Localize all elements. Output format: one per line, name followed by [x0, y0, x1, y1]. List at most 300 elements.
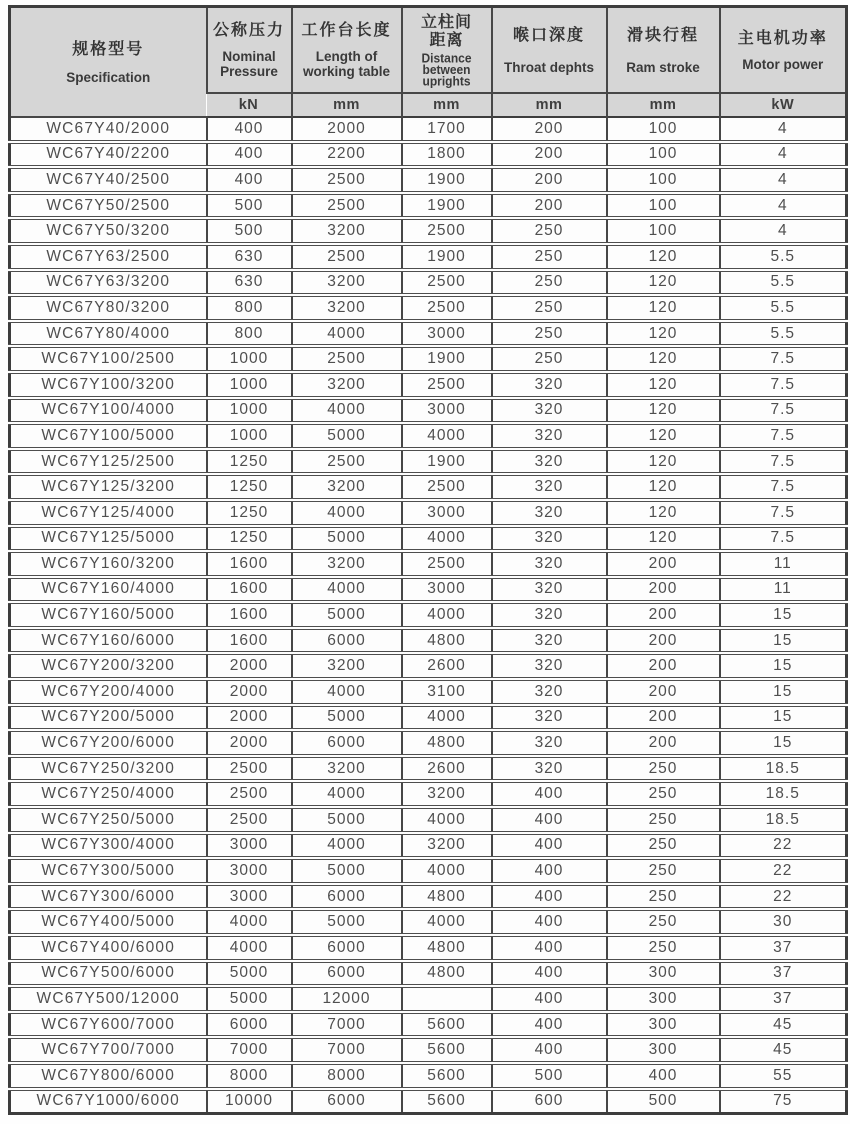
spec-model-cell: WC67Y40/2500 — [10, 167, 207, 193]
col-header-nominal-pressure-zh: 公称压力 — [212, 22, 285, 39]
value-cell: 120 — [607, 449, 720, 475]
spec-model-cell: WC67Y100/4000 — [10, 398, 207, 424]
value-cell: 15 — [720, 653, 847, 679]
value-cell: 1250 — [207, 449, 292, 475]
value-cell: 320 — [492, 679, 607, 705]
value-cell: 18.5 — [720, 756, 847, 782]
value-cell: 500 — [607, 1089, 720, 1114]
table-row — [10, 295, 847, 321]
value-cell: 400 — [492, 858, 607, 884]
spec-model-cell: WC67Y40/2200 — [10, 142, 207, 168]
value-cell: 5.5 — [720, 321, 847, 347]
value-cell: 200 — [607, 653, 720, 679]
value-cell: 2500 — [292, 167, 402, 193]
value-cell: 3200 — [292, 551, 402, 577]
spec-model-cell: WC67Y80/3200 — [10, 295, 207, 321]
value-cell: 1000 — [207, 346, 292, 372]
table-row — [10, 807, 847, 833]
value-cell: 22 — [720, 884, 847, 910]
value-cell: 400 — [492, 781, 607, 807]
value-cell: 6000 — [292, 1089, 402, 1114]
value-cell: 200 — [607, 551, 720, 577]
table-row — [10, 218, 847, 244]
unit-cell-motor-power: kW — [720, 93, 847, 117]
value-cell: 250 — [492, 270, 607, 296]
value-cell: 37 — [720, 935, 847, 961]
value-cell: 5000 — [207, 961, 292, 987]
spec-model-cell: WC67Y125/3200 — [10, 474, 207, 500]
value-cell: 200 — [607, 679, 720, 705]
value-cell: 400 — [492, 1012, 607, 1038]
value-cell: 320 — [492, 500, 607, 526]
spec-model-cell: WC67Y125/5000 — [10, 526, 207, 552]
value-cell: 7000 — [292, 1037, 402, 1063]
value-cell: 6000 — [292, 884, 402, 910]
value-cell: 300 — [607, 1037, 720, 1063]
value-cell: 120 — [607, 321, 720, 347]
value-cell: 8000 — [207, 1063, 292, 1089]
value-cell: 3200 — [292, 653, 402, 679]
table-row — [10, 1063, 847, 1089]
value-cell: 4800 — [402, 961, 492, 987]
value-cell: 5.5 — [720, 270, 847, 296]
value-cell: 600 — [492, 1089, 607, 1114]
value-cell: 250 — [607, 807, 720, 833]
col-header-distance-uprights — [402, 7, 492, 94]
table-row — [10, 858, 847, 884]
table-row — [10, 730, 847, 756]
value-cell: 2500 — [402, 270, 492, 296]
table-row — [10, 193, 847, 219]
value-cell: 320 — [492, 628, 607, 654]
spec-model-cell: WC67Y160/4000 — [10, 577, 207, 603]
spec-model-cell: WC67Y500/6000 — [10, 961, 207, 987]
table-row — [10, 551, 847, 577]
unit-cell-nominal-pressure: kN — [207, 93, 292, 117]
table-row — [10, 653, 847, 679]
table-row — [10, 526, 847, 552]
value-cell: 100 — [607, 193, 720, 219]
value-cell: 500 — [492, 1063, 607, 1089]
value-cell: 15 — [720, 730, 847, 756]
value-cell: 400 — [207, 117, 292, 142]
spec-model-cell: WC67Y800/6000 — [10, 1063, 207, 1089]
value-cell: 100 — [607, 167, 720, 193]
value-cell: 7.5 — [720, 526, 847, 552]
col-header-distance-uprights-en: Distance between uprights — [421, 50, 472, 89]
value-cell: 45 — [720, 1012, 847, 1038]
value-cell: 4000 — [402, 705, 492, 731]
value-cell: 5000 — [292, 807, 402, 833]
value-cell: 4000 — [292, 577, 402, 603]
spec-model-cell: WC67Y300/6000 — [10, 884, 207, 910]
value-cell: 3000 — [207, 884, 292, 910]
value-cell: 15 — [720, 705, 847, 731]
spec-table-body — [10, 117, 847, 1114]
value-cell: 22 — [720, 858, 847, 884]
value-cell: 400 — [607, 1063, 720, 1089]
value-cell: 4000 — [402, 807, 492, 833]
value-cell: 500 — [207, 218, 292, 244]
col-header-nominal-pressure — [207, 7, 292, 94]
value-cell: 4000 — [402, 602, 492, 628]
value-cell: 4800 — [402, 730, 492, 756]
value-cell: 2000 — [292, 117, 402, 142]
value-cell: 1600 — [207, 628, 292, 654]
spec-model-cell: WC67Y125/4000 — [10, 500, 207, 526]
spec-model-cell: WC67Y200/3200 — [10, 653, 207, 679]
value-cell: 2500 — [402, 474, 492, 500]
value-cell: 15 — [720, 679, 847, 705]
col-header-distance-uprights-zh-line2: 距离 — [429, 31, 464, 49]
value-cell: 4000 — [292, 833, 402, 859]
col-header-table-length-en: Length of working table — [302, 49, 390, 79]
value-cell: 200 — [492, 167, 607, 193]
value-cell: 11 — [720, 551, 847, 577]
value-cell: 2000 — [207, 679, 292, 705]
col-header-specification-zh: 规格型号 — [72, 40, 145, 58]
value-cell: 15 — [720, 602, 847, 628]
spec-model-cell: WC67Y63/3200 — [10, 270, 207, 296]
value-cell: 6000 — [292, 730, 402, 756]
value-cell: 3200 — [292, 756, 402, 782]
value-cell: 3200 — [292, 474, 402, 500]
value-cell: 22 — [720, 833, 847, 859]
value-cell: 100 — [607, 142, 720, 168]
unit-cell-ram-stroke: mm — [607, 93, 720, 117]
value-cell: 10000 — [207, 1089, 292, 1114]
col-header-specification-en: Specification — [66, 69, 151, 85]
value-cell: 320 — [492, 449, 607, 475]
value-cell: 18.5 — [720, 781, 847, 807]
value-cell: 400 — [492, 935, 607, 961]
value-cell: 320 — [492, 602, 607, 628]
value-cell: 200 — [607, 577, 720, 603]
value-cell: 320 — [492, 653, 607, 679]
value-cell: 2500 — [292, 193, 402, 219]
value-cell: 5000 — [292, 909, 402, 935]
table-row — [10, 117, 847, 142]
value-cell: 800 — [207, 295, 292, 321]
table-row — [10, 628, 847, 654]
value-cell: 2500 — [402, 295, 492, 321]
col-header-throat-depth — [492, 7, 607, 94]
unit-cell-distance-uprights: mm — [402, 93, 492, 117]
value-cell: 630 — [207, 270, 292, 296]
value-cell: 100 — [607, 218, 720, 244]
value-cell: 2000 — [207, 730, 292, 756]
value-cell: 250 — [492, 346, 607, 372]
value-cell: 1600 — [207, 577, 292, 603]
table-row — [10, 986, 847, 1012]
value-cell: 200 — [492, 142, 607, 168]
value-cell: 7.5 — [720, 423, 847, 449]
value-cell: 120 — [607, 372, 720, 398]
value-cell: 4000 — [292, 398, 402, 424]
table-row — [10, 705, 847, 731]
value-cell: 120 — [607, 423, 720, 449]
unit-cell-throat-depth: mm — [492, 93, 607, 117]
value-cell: 11 — [720, 577, 847, 603]
value-cell: 250 — [607, 756, 720, 782]
value-cell: 120 — [607, 474, 720, 500]
value-cell: 8000 — [292, 1063, 402, 1089]
value-cell: 5.5 — [720, 295, 847, 321]
value-cell: 320 — [492, 372, 607, 398]
spec-model-cell: WC67Y100/3200 — [10, 372, 207, 398]
value-cell: 4000 — [292, 321, 402, 347]
value-cell: 3200 — [402, 781, 492, 807]
value-cell: 800 — [207, 321, 292, 347]
value-cell: 1600 — [207, 602, 292, 628]
value-cell: 4 — [720, 117, 847, 142]
value-cell: 400 — [492, 807, 607, 833]
value-cell: 7.5 — [720, 346, 847, 372]
value-cell: 4800 — [402, 628, 492, 654]
value-cell: 7.5 — [720, 449, 847, 475]
value-cell: 3200 — [292, 372, 402, 398]
value-cell: 1250 — [207, 500, 292, 526]
value-cell: 18.5 — [720, 807, 847, 833]
value-cell: 6000 — [207, 1012, 292, 1038]
table-row — [10, 474, 847, 500]
table-row — [10, 449, 847, 475]
table-row — [10, 1089, 847, 1114]
value-cell: 6000 — [292, 961, 402, 987]
value-cell: 200 — [492, 117, 607, 142]
value-cell: 3200 — [292, 218, 402, 244]
value-cell: 300 — [607, 986, 720, 1012]
spec-model-cell: WC67Y250/3200 — [10, 756, 207, 782]
value-cell: 1000 — [207, 372, 292, 398]
value-cell: 4 — [720, 167, 847, 193]
spec-model-cell: WC67Y63/2500 — [10, 244, 207, 270]
value-cell: 400 — [492, 961, 607, 987]
value-cell: 250 — [607, 833, 720, 859]
value-cell: 500 — [207, 193, 292, 219]
value-cell: 5.5 — [720, 244, 847, 270]
table-row — [10, 781, 847, 807]
value-cell: 300 — [607, 1012, 720, 1038]
value-cell: 120 — [607, 295, 720, 321]
value-cell: 37 — [720, 961, 847, 987]
value-cell: 1600 — [207, 551, 292, 577]
value-cell: 5000 — [292, 526, 402, 552]
col-header-table-length-zh: 工作台长度 — [301, 22, 392, 39]
table-row — [10, 1037, 847, 1063]
specification-table — [8, 5, 848, 1115]
spec-model-cell: WC67Y700/7000 — [10, 1037, 207, 1063]
value-cell: 3100 — [402, 679, 492, 705]
value-cell: 250 — [607, 858, 720, 884]
value-cell: 2500 — [402, 551, 492, 577]
value-cell: 320 — [492, 756, 607, 782]
table-row — [10, 961, 847, 987]
spec-model-cell: WC67Y160/3200 — [10, 551, 207, 577]
table-row — [10, 756, 847, 782]
table-row — [10, 833, 847, 859]
value-cell: 5600 — [402, 1012, 492, 1038]
value-cell: 300 — [607, 961, 720, 987]
value-cell: 400 — [207, 167, 292, 193]
table-row — [10, 1012, 847, 1038]
value-cell: 200 — [492, 193, 607, 219]
value-cell: 320 — [492, 577, 607, 603]
value-cell: 2500 — [207, 807, 292, 833]
value-cell: 320 — [492, 423, 607, 449]
value-cell: 2500 — [292, 346, 402, 372]
table-row — [10, 577, 847, 603]
value-cell: 1250 — [207, 474, 292, 500]
value-cell: 4 — [720, 218, 847, 244]
spec-model-cell: WC67Y40/2000 — [10, 117, 207, 142]
col-header-motor-power-zh: 主电机功率 — [737, 29, 828, 47]
value-cell: 7.5 — [720, 398, 847, 424]
table-row — [10, 142, 847, 168]
col-header-motor-power — [720, 7, 847, 94]
value-cell: 3000 — [402, 398, 492, 424]
value-cell: 4800 — [402, 884, 492, 910]
value-cell: 7000 — [292, 1012, 402, 1038]
value-cell: 4000 — [402, 423, 492, 449]
value-cell: 5000 — [207, 986, 292, 1012]
value-cell: 1700 — [402, 117, 492, 142]
table-row — [10, 244, 847, 270]
value-cell: 630 — [207, 244, 292, 270]
value-cell: 15 — [720, 628, 847, 654]
spec-model-cell: WC67Y500/12000 — [10, 986, 207, 1012]
col-header-ram-stroke-en: Ram stroke — [626, 59, 700, 75]
value-cell: 3200 — [292, 295, 402, 321]
value-cell: 200 — [607, 730, 720, 756]
value-cell: 45 — [720, 1037, 847, 1063]
value-cell: 320 — [492, 474, 607, 500]
value-cell: 400 — [492, 833, 607, 859]
col-header-throat-depth-en: Throat dephts — [504, 59, 594, 75]
spec-model-cell: WC67Y300/5000 — [10, 858, 207, 884]
spec-model-cell: WC67Y600/7000 — [10, 1012, 207, 1038]
value-cell: 7000 — [207, 1037, 292, 1063]
value-cell: 3200 — [402, 833, 492, 859]
value-cell: 2500 — [292, 244, 402, 270]
value-cell: 5600 — [402, 1089, 492, 1114]
value-cell: 4000 — [402, 858, 492, 884]
value-cell: 6000 — [292, 628, 402, 654]
value-cell: 200 — [607, 602, 720, 628]
table-row — [10, 346, 847, 372]
value-cell: 7.5 — [720, 500, 847, 526]
value-cell: 1900 — [402, 193, 492, 219]
table-header — [10, 7, 847, 118]
col-header-specification — [10, 7, 207, 118]
table-row — [10, 270, 847, 296]
value-cell: 120 — [607, 500, 720, 526]
value-cell: 5000 — [292, 423, 402, 449]
col-header-ram-stroke-zh: 滑块行程 — [626, 26, 699, 44]
spec-model-cell: WC67Y50/3200 — [10, 218, 207, 244]
spec-model-cell: WC67Y200/6000 — [10, 730, 207, 756]
col-header-throat-depth-zh: 喉口深度 — [512, 26, 585, 44]
col-header-motor-power-en: Motor power — [742, 56, 824, 72]
value-cell: 3000 — [402, 321, 492, 347]
spec-model-cell: WC67Y250/4000 — [10, 781, 207, 807]
value-cell: 4000 — [402, 909, 492, 935]
value-cell: 120 — [607, 270, 720, 296]
spec-model-cell: WC67Y200/5000 — [10, 705, 207, 731]
table-row — [10, 602, 847, 628]
value-cell: 3000 — [402, 577, 492, 603]
value-cell — [402, 986, 492, 1012]
value-cell: 2500 — [402, 372, 492, 398]
value-cell: 320 — [492, 398, 607, 424]
unit-cell-table-length: mm — [292, 93, 402, 117]
spec-model-cell: WC67Y400/5000 — [10, 909, 207, 935]
value-cell: 1250 — [207, 526, 292, 552]
value-cell: 120 — [607, 526, 720, 552]
value-cell: 3000 — [207, 833, 292, 859]
value-cell: 4000 — [207, 909, 292, 935]
value-cell: 400 — [492, 1037, 607, 1063]
value-cell: 250 — [492, 295, 607, 321]
col-header-table-length — [292, 7, 402, 94]
value-cell: 320 — [492, 551, 607, 577]
value-cell: 1800 — [402, 142, 492, 168]
table-row — [10, 398, 847, 424]
value-cell: 1900 — [402, 244, 492, 270]
value-cell: 250 — [492, 218, 607, 244]
table-row — [10, 679, 847, 705]
value-cell: 2500 — [207, 781, 292, 807]
table-row — [10, 935, 847, 961]
spec-model-cell: WC67Y160/6000 — [10, 628, 207, 654]
value-cell: 7.5 — [720, 372, 847, 398]
spec-model-cell: WC67Y125/2500 — [10, 449, 207, 475]
value-cell: 4800 — [402, 935, 492, 961]
value-cell: 3200 — [292, 270, 402, 296]
value-cell: 1000 — [207, 423, 292, 449]
value-cell: 250 — [607, 935, 720, 961]
value-cell: 320 — [492, 730, 607, 756]
value-cell: 2000 — [207, 705, 292, 731]
value-cell: 12000 — [292, 986, 402, 1012]
spec-model-cell: WC67Y100/2500 — [10, 346, 207, 372]
value-cell: 4 — [720, 142, 847, 168]
value-cell: 2500 — [402, 218, 492, 244]
value-cell: 3000 — [402, 500, 492, 526]
value-cell: 4000 — [292, 500, 402, 526]
col-header-nominal-pressure-en: Nominal Pressure — [220, 49, 278, 79]
value-cell: 2600 — [402, 756, 492, 782]
value-cell: 1900 — [402, 346, 492, 372]
value-cell: 1900 — [402, 167, 492, 193]
value-cell: 2000 — [207, 653, 292, 679]
header-row-titles — [10, 7, 847, 94]
value-cell: 320 — [492, 705, 607, 731]
value-cell: 4000 — [207, 935, 292, 961]
col-header-ram-stroke — [607, 7, 720, 94]
spec-model-cell: WC67Y250/5000 — [10, 807, 207, 833]
value-cell: 400 — [492, 909, 607, 935]
value-cell: 1900 — [402, 449, 492, 475]
value-cell: 1000 — [207, 398, 292, 424]
value-cell: 250 — [492, 321, 607, 347]
value-cell: 5000 — [292, 858, 402, 884]
value-cell: 2500 — [292, 449, 402, 475]
value-cell: 250 — [607, 781, 720, 807]
value-cell: 4 — [720, 193, 847, 219]
value-cell: 120 — [607, 346, 720, 372]
value-cell: 30 — [720, 909, 847, 935]
